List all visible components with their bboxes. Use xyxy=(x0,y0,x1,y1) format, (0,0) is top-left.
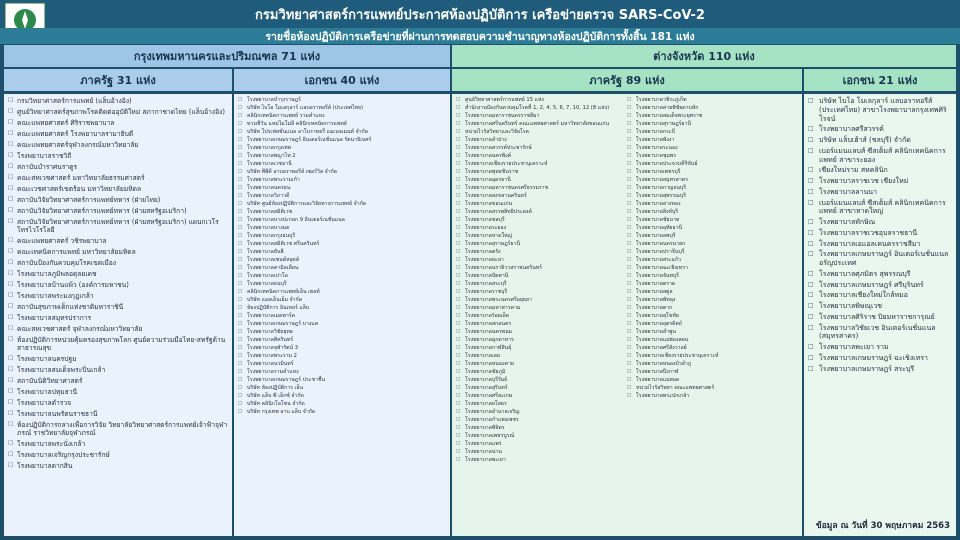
province-government-column xyxy=(451,93,803,537)
list-item: □ โรงพยาบาลศรีนครินทร์ คณะแพทยศาสตร์ มหาวิทยาลัยขอนแก่น xyxy=(456,121,624,128)
region-header-bangkok: กรุงเทพมหานครและปริมณฑล 71 แห่ง xyxy=(3,44,451,68)
list-item: □ โรงพยาบาลศรีสังวาลย์ xyxy=(627,345,795,352)
list-item: □ โรงพยาบาลตากสิน xyxy=(8,462,228,470)
list-item: □ บริษัท คลินิกโอโซน จำกัด xyxy=(238,401,446,408)
list-item: □ โรงพยาบาลสุรินทร์ xyxy=(456,385,624,392)
data-date-footnote: ข้อมูล ณ วันที่ 30 พฤษภาคม 2563 xyxy=(815,521,950,531)
list-item: □ โรงพยาบาลมหาราชนครศรีธรรมราช xyxy=(456,185,624,192)
province-private-list xyxy=(808,97,952,373)
list-item: □ โรงพยาบาลบางปะกอก 9 อินเตอร์เนชั่นแนล xyxy=(238,217,446,224)
list-item: □ โรงพยาบาลศรีสะเกษ xyxy=(456,393,624,400)
list-item: □ โรงพยาบาลเกษมราษฎร์ สระบุรี xyxy=(808,365,952,374)
list-item: □ โรงพยาบาลกาญจนบุรี xyxy=(627,185,795,192)
list-item: □ โรงพยาบาลลานนา xyxy=(808,188,952,197)
list-item: □ โรงพยาบาลนครนายก xyxy=(627,241,795,248)
list-item: □ โรงพยาบาลสงขลานครินทร์ xyxy=(456,193,624,200)
list-item: □ โรงพยาบาลพระปกเกล้า xyxy=(627,393,795,400)
list-item: □ ห้องปฏิบัติการกลางเพื่อการวิจัย วิทยาลัยวิทยาศาสตร์การแพทย์เจ้าฟ้าจุฬาภรณ์ ราชวิทยาลัยจุฬาภรณ์ xyxy=(8,421,228,438)
list-item: □ คณะเวชศาสตร์เขตร้อน มหาวิทยาลัยมหิดล xyxy=(8,185,228,193)
list-item: □ โรงพยาบาลแพร่ xyxy=(456,441,624,448)
list-item: □ โรงพยาบาลพระมงกุฎเกล้า xyxy=(8,292,228,300)
list-item: □ โรงพยาบาลสมเด็จพระปิ่นเกล้า xyxy=(8,366,228,374)
list-item: □ โรงพยาบาลศุภมิตร สุพรรณบุรี xyxy=(808,270,952,279)
list-item: □ โรงพยาบาลวชิระภูเก็ต xyxy=(627,97,795,104)
list-item: □ โรงพยาบาลนพรัตนราชธานี xyxy=(8,410,228,418)
list-item: □ คณะสหเวชศาสตร์ มหาวิทยาลัยธรรมศาสตร์ xyxy=(8,174,228,182)
list-item: □ โรงพยาบาลมุกดาหาร xyxy=(456,337,624,344)
list-item: □ โรงพยาบาลพญาไท 2 xyxy=(238,153,446,160)
list-item: □ สถาบันนิติวิทยาศาสตร์ xyxy=(8,377,228,385)
list-item: □ โรงพยาบาลพิจิตร xyxy=(456,425,624,432)
list-item: □ สถาบันบำราศนราดูร xyxy=(8,163,228,171)
list-item: □ โรงพยาบาลกรุงเทพ xyxy=(238,145,446,152)
list-item: □ โรงพยาบาลหนองคาย xyxy=(456,361,624,368)
list-item: □ โรงพยาบาลภูมิพลอดุลยเดช xyxy=(8,270,228,278)
list-item: □ โรงพยาบาลประจวบคีรีขันธ์ xyxy=(627,161,795,168)
list-item: □ โรงพยาบาลนครปฐม xyxy=(8,355,228,363)
list-item: □ โรงพยาบาลพระราม 2 xyxy=(238,353,446,360)
province-government-subcolumn-left xyxy=(456,97,627,533)
page-subtitle: รายชื่อห้องปฏิบัติการเครือข่ายที่ผ่านการทดสอบความชำนาญทางห้องปฏิบัติการทั้งสิ้น 181 แห่ง xyxy=(265,30,695,43)
list-item: □ โรงพยาบาลสรรพสิทธิประสงค์ xyxy=(456,209,624,216)
list-item: □ โรงพยาบาลกาฬสินธุ์ xyxy=(456,345,624,352)
province-government-subcolumn-right xyxy=(627,97,798,533)
list-item: □ โรงพยาบาลลพบุรี xyxy=(627,233,795,240)
list-item: □ โรงพยาบาลราชวิถี xyxy=(8,152,228,160)
list-item: □ โรงพยาบาลมหาราชนครราชสีมา xyxy=(456,113,624,120)
list-item: □ โรงพยาบาลทักษิณ xyxy=(808,218,952,227)
list-item: □ โรงพยาบาลชุมพร xyxy=(627,153,795,160)
list-item: □ โรงพยาบาลยันฮี xyxy=(238,249,446,256)
list-item: □ โรงพยาบาลหาดใหญ่ xyxy=(456,233,624,240)
list-item: □ โรงพยาบาลสุพรรณบุรี xyxy=(627,193,795,200)
list-item: □ โรงพยาบาลหนองบัวลำภู xyxy=(627,361,795,368)
list-item: □ โรงพยาบาลระยอง xyxy=(456,225,624,232)
list-item: □ โรงพยาบาลสตูล xyxy=(627,289,795,296)
list-item: □ บริษัท ศูนย์ห้องปฏิบัติการและวิจัยทางการแพทย์ จำกัด xyxy=(238,201,446,208)
column-header-province-government: ภาครัฐ 89 แห่ง xyxy=(451,68,803,92)
list-item: □ โรงพยาบาลอำนาจเจริญ xyxy=(456,409,624,416)
list-item: □ โรงพยาบาลปทุมธานี xyxy=(8,388,228,396)
list-item: □ โรงพยาบาลตาก xyxy=(627,305,795,312)
list-item: □ หน่วยไวรัสวิทยาและวิจัยโรค xyxy=(456,129,624,136)
list-item: □ โรงพยาบาลปัตตานี xyxy=(456,273,624,280)
list-item: □ โรงพยาบาลเกษมราษฎร์ อินเตอร์เนชั่นแนล อรัญประเทศ xyxy=(808,250,952,268)
list-item: □ ทวนชีวัน แหม่ไมโม่ลี คลินิกเทคนิคการแพทย์ xyxy=(238,121,446,128)
list-item: □ โรงพยาบาลสระแก้ว xyxy=(627,257,795,264)
list-item: □ โรงพยาบาลราชเวชอุบลราชธานี xyxy=(808,229,952,238)
list-item: □ โรงพยาบาลเชียงรายประชานุเคราะห์ xyxy=(456,161,624,168)
list-item: □ โรงพยาบาลคามิลเลียน xyxy=(238,265,446,272)
list-item: □ โรงพยาบาลเอแอลเคนครราชสีมา xyxy=(808,240,952,249)
list-item: □ สถาบันวิจัยวิทยาศาสตร์การแพทย์ทหาร (ฝ่ายไทย) xyxy=(8,196,228,204)
list-item: □ เชียงใหม่ราม สหคลินิก xyxy=(808,166,952,175)
list-item: □ สำนักงานป้องกันควบคุมโรคที่ 1, 2, 4, 5, 6, 7, 10, 12 (8 แห่ง) xyxy=(456,105,624,112)
list-item: □ โรงพยาบาลสมุทรสาคร xyxy=(627,177,795,184)
list-item: □ บริษัท กรุงเทพ ลาบ แล็บ จำกัด xyxy=(238,409,446,416)
subtitle-bar xyxy=(0,28,960,44)
list-item: □ คลินิกเทคนิคการแพทย์เอ็น เฮลท์ xyxy=(238,289,446,296)
list-item: □ บริษัท ไบโอ โมเลกุลาร์ แลบอราทอรีส์ (ประเทศไทย) สาขาโรงพยาบาลกรุงเทพศิริโรจน์ xyxy=(808,97,952,123)
list-item: □ โรงพยาบาลพระนั่งเกล้า xyxy=(8,440,228,448)
list-item: □ ศูนย์วิทยาศาสตร์การแพทย์ 15 แห่ง xyxy=(456,97,624,104)
list-item: □ คณะสหเวชศาสตร์ จุฬาลงกรณ์มหาวิทยาลัย xyxy=(8,325,228,333)
list-item: □ โรงพยาบาลพระรามเก้า xyxy=(238,177,446,184)
list-item: □ หน่วยไวรัสวิทยา คณะแพทยศาสตร์ xyxy=(627,385,795,392)
list-item: □ คณะแพทยศาสตร์จุฬาลงกรณ์มหาวิทยาลัย xyxy=(8,141,228,149)
list-item: □ ศูนย์วิทยาศาสตร์สุขภาพโรคติดต่ออุบัติใหม่ สภากาชาดไทย (แล็บอ้างอิง) xyxy=(8,108,228,116)
list-item: □ โรงพยาบาลชัยนาท xyxy=(627,217,795,224)
list-item: □ โรงพยาบาลสระบุรี xyxy=(456,281,624,288)
list-item: □ เบอร์แมนแลบส์ ซีสเต็มส์ คลินิกเทคนิคการแพทย์ สาขาระยอง xyxy=(808,147,952,165)
list-item: □ โรงพยาบาลกระบี่ xyxy=(627,129,795,136)
list-item: □ โรงพยาบาลศิครินทร์ xyxy=(238,337,446,344)
list-item: □ โรงพยาบาลนราธิวาสราชนครินทร์ xyxy=(456,265,624,272)
list-item: □ โรงพยาบาลยะลา xyxy=(456,257,624,264)
list-item: □ โรงพยาบาลน่าน xyxy=(456,449,624,456)
list-item: □ โรงพยาบาลวิชัยยุทธ xyxy=(238,329,446,336)
list-item: □ โรงพยาบาลสุราษฎร์ธานี xyxy=(627,121,795,128)
province-government-list-right xyxy=(627,97,795,400)
list-item: □ โรงพยาบาลพัทลุง xyxy=(627,297,795,304)
list-item: □ โรงพยาบาลอุทัยธานี xyxy=(627,225,795,232)
list-item: □ โรงพยาบาลขอนแก่น xyxy=(456,201,624,208)
list-item: □ โรงพยาบาลชลบุรี xyxy=(456,217,624,224)
list-item: □ โรงพยาบาลลำปาง xyxy=(456,137,624,144)
list-item: □ โรงพยาบาลสวรรค์ประชารักษ์ xyxy=(456,145,624,152)
list-item: □ โรงพยาบาลเลย xyxy=(456,353,624,360)
list-item: □ สถาบันป้องกันควบคุมโรคเขตเมือง xyxy=(8,259,228,267)
list-item: □ โรงพยาบาลธนบุรี xyxy=(238,281,446,288)
province-government-list-left xyxy=(456,97,624,464)
list-item: □ โรงพยาบาลสุโขทัย xyxy=(627,313,795,320)
bangkok-private-list xyxy=(238,97,446,416)
page-title: กรมวิทยาศาสตร์การแพทย์ประกาศห้องปฏิบัติการ เครือข่ายตรวจ SARS-CoV-2 xyxy=(255,7,705,23)
list-item: □ โรงพยาบาลเปาโล xyxy=(238,273,446,280)
list-item: □ โรงพยาบาลรามคำแหง xyxy=(238,369,446,376)
list-item: □ กรมวิทยาศาสตร์การแพทย์ (แล็บอ้างอิง) xyxy=(8,97,228,105)
list-item: □ โรงพยาบาลศิริราช ปิยมหาราชการุณย์ xyxy=(808,313,952,322)
list-item: □ บริษัท ห้องปฏิบัติการ เอ็น xyxy=(238,385,446,392)
list-item: □ คณะแพทยศาสตร์ โรงพยาบาลรามาธิบดี xyxy=(8,130,228,138)
list-item: □ บริษัท แล็บเฮ้าส์ (ชลบุรี) จำกัด xyxy=(808,136,952,145)
list-item: □ โรงพยาบาลตำรวจ xyxy=(8,399,228,407)
list-item: □ โรงพยาบาลสิงห์บุรี xyxy=(627,209,795,216)
list-item: □ โรงพยาบาลพิษณุเวช xyxy=(808,302,952,311)
title-bar xyxy=(0,0,960,28)
list-item: □ โรงพยาบาลเจริญกรุงประชารักษ์ xyxy=(8,451,228,459)
list-item: □ โรงพยาบาลอุดรธานี xyxy=(456,177,624,184)
list-item: □ บริษัท โปรเฟสชั่นแนล ลาโบราทอรี่ แมเนจเมนท์ จำกัด xyxy=(238,129,446,136)
list-item: □ โรงพยาบาลบึงกาฬ xyxy=(627,369,795,376)
list-item: □ โรงพยาบาลยโสธร xyxy=(456,401,624,408)
list-item: □ โรงพยาบาลบ้านแพ้ว (องค์การมหาชน) xyxy=(8,281,228,289)
list-item: □ โรงพยาบาลตราด xyxy=(627,281,795,288)
list-item: □ โรงพยาบาลพระนครศรีอยุธยา xyxy=(456,297,624,304)
column-header-bangkok-government: ภาครัฐ 31 แห่ง xyxy=(3,68,233,92)
list-item: □ โรงพยาบาลสมิติเวช xyxy=(238,209,446,216)
list-item: □ โรงพยาบาลเชียงใหม่ใกล้หมอ xyxy=(808,291,952,300)
bangkok-government-list xyxy=(8,97,228,471)
list-item: □ โรงพยาบาลเกษมราษฎร์ บางแค xyxy=(238,321,446,328)
list-item: □ โรงพยาบาลเกษมราษฎร์ อินเตอร์เนชั่นแนล รัตนาธิเบศร์ xyxy=(238,137,446,144)
list-item: □ โรงพยาบาลวิชัยเวช อินเตอร์เนชั่นแนล (สมุทรสาคร) xyxy=(808,324,952,342)
list-item: □ โรงพยาบาลเชียงรายประชานุเคราะห์ xyxy=(627,353,795,360)
list-item: □ โรงพยาบาลสุราษฎร์ธานี xyxy=(456,241,624,248)
list-item: □ ห้องปฏิบัติการหน่วยคุ้มครองสุขภาพโลก ศูนย์ความร่วมมือไทย-สหรัฐด้านสาธารณสุข xyxy=(8,336,228,353)
region-header-provinces: ต่างจังหวัด 110 แห่ง xyxy=(451,44,957,68)
list-item: □ โรงพยาบาลนครธน xyxy=(238,185,446,192)
lab-list-board xyxy=(3,44,957,537)
list-item: □ บริษัท แอลเอ็นเอ็ม จำกัด xyxy=(238,297,446,304)
list-item: □ บริษัท พีพีดี ลาบอราทอรีส์ เซอร์วิส จำกัด xyxy=(238,169,446,176)
list-item: □ โรงพยาบาลเกษมราษฎร์ ศรีบุรินทร์ xyxy=(808,281,952,290)
column-header-province-private: เอกชน 21 แห่ง xyxy=(803,68,957,92)
list-item: □ โรงพยาบาลร้อยเอ็ด xyxy=(456,313,624,320)
list-item: □ โรงพยาบาลปราจีนบุรี xyxy=(627,249,795,256)
list-item: □ เบอร์แมนแลบส์ ซีสเต็มส์ คลินิกเทคนิคการแพทย์ สาขาหาดใหญ่ xyxy=(808,199,952,217)
list-item: □ สถาบันวิจัยวิทยาศาสตร์การแพทย์ทหาร (ฝ่ายสหรัฐอเมริกา) แผนกเวโรโทรไวโรโลยี xyxy=(8,218,228,235)
bangkok-private-column xyxy=(233,93,451,537)
list-item: □ โรงพยาบาลบางมด xyxy=(238,225,446,232)
province-private-column xyxy=(803,93,957,537)
list-item: □ บริษัท แล็บ ซี เอ็กซ์ จำกัด xyxy=(238,393,446,400)
list-item: □ โรงพยาบาลกรุงธนบุรี xyxy=(238,233,446,240)
list-item: □ โรงพยาบาลเซนต์หลุยส์ xyxy=(238,257,446,264)
list-item: □ โรงพยาบาลราชเวช เชียงใหม่ xyxy=(808,177,952,186)
list-item: □ โรงพยาบาลฉะเชิงเทรา xyxy=(627,265,795,272)
list-item: □ โรงพยาบาลแม่ฮ่องสอน xyxy=(627,337,795,344)
list-item: □ คณะเทคนิคการแพทย์ มหาวิทยาลัยมหิดล xyxy=(8,248,228,256)
list-item: □ โรงพยาบาลเพชรบูรณ์ xyxy=(456,433,624,440)
list-item: □ ห้องปฏิบัติการ อินเทอร์ แล็บ xyxy=(238,305,446,312)
list-item: □ โรงพยาบาลอ่างทอง xyxy=(627,201,795,208)
list-item: □ โรงพยาบาลพุทธชินราช xyxy=(456,169,624,176)
list-item: □ โรงพยาบาลนครพนม xyxy=(456,329,624,336)
list-item: □ โรงพยาบาลเมดพาร์ค xyxy=(238,313,446,320)
list-item: □ สถาบันวิจัยวิทยาศาสตร์การแพทย์ทหาร (ฝ่ายสหรัฐอเมริกา) xyxy=(8,207,228,215)
column-header-bangkok-private: เอกชน 40 แห่ง xyxy=(233,68,451,92)
list-item: □ คณะแพทยศาสตร์ วชิรพยาบาล xyxy=(8,237,228,245)
list-item: □ โรงพยาบาลวิภาวดี xyxy=(238,193,446,200)
list-item: □ โรงพยาบาลพะเยา xyxy=(456,457,624,464)
list-item: □ โรงพยาบาลศรีสวรรค์ xyxy=(808,125,952,134)
list-item: □ โรงพยาบาลสมุทรปราการ xyxy=(8,314,228,322)
list-item: □ โรงพยาบาลตรัง xyxy=(456,249,624,256)
list-item: □ โรงพยาบาลนวมินทร์ xyxy=(238,361,446,368)
list-item: □ โรงพยาบาลกำแพงเพชร xyxy=(456,417,624,424)
list-item: □ โรงพยาบาลจันทบุรี xyxy=(627,273,795,280)
list-item: □ โรงพยาบาลพะเยา ราม xyxy=(808,343,952,352)
list-item: □ โรงพยาบาลเวชธานี xyxy=(238,161,446,168)
list-item: □ โรงพยาบาลนครพิงค์ xyxy=(456,153,624,160)
list-item: □ โรงพยาบาลมหาสารคาม xyxy=(456,305,624,312)
list-item: □ คณะแพทยศาสตร์ ศิริราชพยาบาล xyxy=(8,119,228,127)
list-item: □ คลินิกเทคนิคการแพทย์ รามคำแหง xyxy=(238,113,446,120)
bangkok-government-column xyxy=(3,93,233,537)
list-item: □ โรงพยาบาลบำรุงราษฎร์ xyxy=(238,97,446,104)
list-item: □ โรงพยาบาลสกลนคร xyxy=(456,321,624,328)
list-item: □ โรงพยาบาลอุตรดิตถ์ xyxy=(627,321,795,328)
list-item: □ โรงพยาบาลสมิติเวช ศรีนครินทร์ xyxy=(238,241,446,248)
list-item: □ โรงพยาบาลเพชรบุรี xyxy=(627,169,795,176)
list-item: □ โรงพยาบาลลำพูน xyxy=(627,329,795,336)
list-item: □ โรงพยาบาลพังงา xyxy=(627,137,795,144)
list-item: □ โรงพยาบาลค่ายพิชัยดาบหัก xyxy=(627,105,795,112)
list-item: □ โรงพยาบาลชัยภูมิ xyxy=(456,369,624,376)
list-item: □ โรงพยาบาลบุรีรัมย์ xyxy=(456,377,624,384)
list-item: □ โรงพยาบาลแม่สอด xyxy=(627,377,795,384)
list-item: □ สถาบันสุขภาพเด็กแห่งชาติมหาราชินี xyxy=(8,303,228,311)
list-item: □ โรงพยาบาลสมเด็จพระยุพราช xyxy=(627,113,795,120)
list-item: □ โรงพยาบาลเกษมราษฎร์ ฉะเชิงเทรา xyxy=(808,354,952,363)
list-item: □ โรงพยาบาลจุฬารัตน์ 3 xyxy=(238,345,446,352)
list-item: □ โรงพยาบาลระนอง xyxy=(627,145,795,152)
list-item: □ โรงพยาบาลเกษมราษฎร์ ประชาชื่น xyxy=(238,377,446,384)
list-item: □ บริษัท ไบโอ โมเลกุลาร์ แลบอราทอรีส์ (ประเทศไทย) xyxy=(238,105,446,112)
list-item: □ โรงพยาบาลราชบุรี xyxy=(456,289,624,296)
